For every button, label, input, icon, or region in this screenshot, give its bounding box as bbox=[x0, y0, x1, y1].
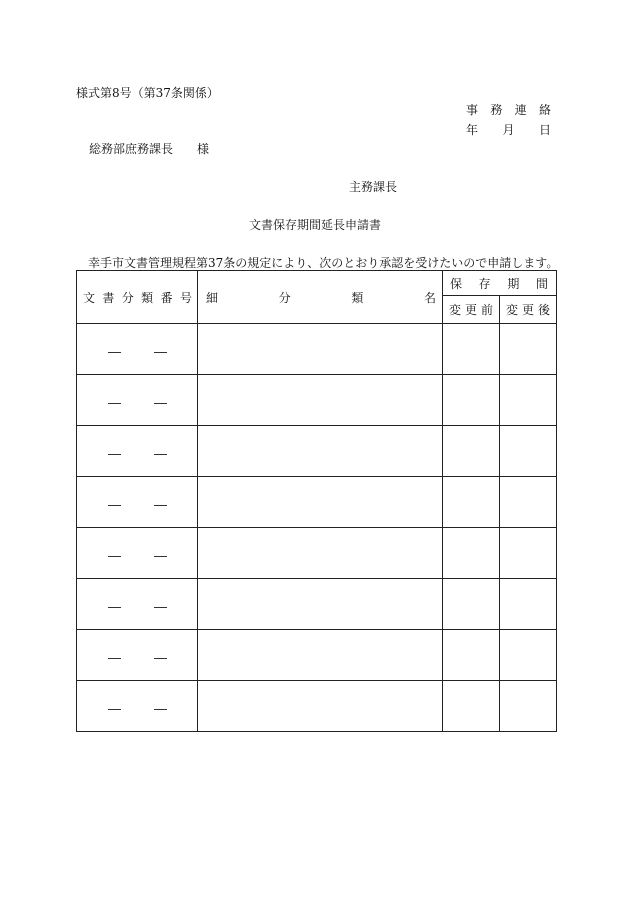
date-month: 月 bbox=[502, 123, 515, 137]
detail-class-cell[interactable] bbox=[198, 477, 443, 528]
dash-mark bbox=[154, 607, 167, 608]
detail-class-cell[interactable] bbox=[198, 426, 443, 477]
office-notice-label bbox=[466, 103, 551, 123]
header-char: 保 bbox=[450, 276, 463, 291]
table-row bbox=[77, 681, 557, 732]
date-year: 年 bbox=[466, 123, 479, 137]
detail-class-cell[interactable] bbox=[198, 324, 443, 375]
dash-mark bbox=[108, 709, 121, 710]
before-change-cell[interactable] bbox=[443, 477, 500, 528]
header-char: 類 bbox=[141, 290, 154, 305]
dash-mark bbox=[108, 658, 121, 659]
doc-number-cell[interactable] bbox=[77, 579, 198, 630]
table-row bbox=[77, 375, 557, 426]
header-char: 号 bbox=[179, 290, 192, 305]
number-separator-pair bbox=[108, 556, 167, 557]
header-char: 存 bbox=[478, 276, 491, 291]
header-char: 書 bbox=[102, 290, 115, 305]
before-change-cell[interactable] bbox=[443, 630, 500, 681]
after-change-cell[interactable] bbox=[500, 375, 557, 426]
header-char: 分 bbox=[121, 290, 134, 305]
label-char: 連 bbox=[514, 103, 527, 117]
before-change-cell[interactable] bbox=[443, 681, 500, 732]
doc-number-cell[interactable] bbox=[77, 375, 198, 426]
sender: 主務課長 bbox=[349, 180, 398, 194]
addressee-honorific: 様 bbox=[197, 142, 210, 156]
before-change-header bbox=[443, 296, 500, 324]
header-char: 細 bbox=[206, 290, 219, 305]
dash-mark bbox=[108, 505, 121, 506]
number-separator-pair bbox=[108, 454, 167, 455]
retention-period-header bbox=[443, 271, 557, 296]
header-char: 更 bbox=[464, 303, 477, 317]
label-char: 務 bbox=[490, 103, 503, 117]
table-row bbox=[77, 324, 557, 375]
dash-mark bbox=[154, 658, 167, 659]
dash-mark bbox=[108, 454, 121, 455]
label-char: 事 bbox=[466, 103, 479, 117]
header-char: 更 bbox=[521, 303, 534, 317]
before-change-cell[interactable] bbox=[443, 579, 500, 630]
doc-number-header bbox=[77, 271, 198, 324]
addressee-name: 総務部庶務課長 bbox=[89, 142, 174, 156]
form-number: 様式第8号（第37条関係） bbox=[76, 86, 219, 100]
table-row bbox=[77, 579, 557, 630]
dash-mark bbox=[154, 709, 167, 710]
header-char: 変 bbox=[506, 303, 519, 317]
before-change-cell[interactable] bbox=[443, 528, 500, 579]
header-char: 名 bbox=[423, 290, 436, 305]
dash-mark bbox=[108, 403, 121, 404]
header-right bbox=[466, 103, 551, 143]
after-change-cell[interactable] bbox=[500, 324, 557, 375]
header-char: 番 bbox=[160, 290, 173, 305]
header-char: 変 bbox=[449, 303, 462, 317]
number-separator-pair bbox=[108, 505, 167, 506]
dash-mark bbox=[108, 352, 121, 353]
detail-class-cell[interactable] bbox=[198, 630, 443, 681]
date-line bbox=[466, 123, 551, 143]
detail-class-cell[interactable] bbox=[198, 681, 443, 732]
number-separator-pair bbox=[108, 658, 167, 659]
dash-mark bbox=[154, 454, 167, 455]
table-row bbox=[77, 630, 557, 681]
after-change-header bbox=[500, 296, 557, 324]
after-change-cell[interactable] bbox=[500, 528, 557, 579]
dash-mark bbox=[154, 505, 167, 506]
document-title: 文書保存期間延長申請書 bbox=[249, 218, 382, 232]
header-row-top bbox=[77, 271, 557, 296]
header-char: 類 bbox=[351, 290, 364, 305]
header-char: 間 bbox=[535, 276, 548, 291]
detail-class-header bbox=[198, 271, 443, 324]
dash-mark bbox=[108, 556, 121, 557]
table-row bbox=[77, 426, 557, 477]
after-change-cell[interactable] bbox=[500, 579, 557, 630]
dash-mark bbox=[154, 403, 167, 404]
number-separator-pair bbox=[108, 709, 167, 710]
number-separator-pair bbox=[108, 352, 167, 353]
dash-mark bbox=[154, 352, 167, 353]
doc-number-cell[interactable] bbox=[77, 426, 198, 477]
dash-mark bbox=[108, 607, 121, 608]
after-change-cell[interactable] bbox=[500, 630, 557, 681]
addressee bbox=[89, 142, 209, 156]
header-char: 前 bbox=[480, 303, 493, 317]
after-change-cell[interactable] bbox=[500, 681, 557, 732]
doc-number-cell[interactable] bbox=[77, 477, 198, 528]
detail-class-cell[interactable] bbox=[198, 579, 443, 630]
label-char: 絡 bbox=[538, 103, 551, 117]
header-char: 後 bbox=[537, 303, 550, 317]
date-day: 日 bbox=[538, 123, 551, 137]
table-row bbox=[77, 528, 557, 579]
detail-class-cell[interactable] bbox=[198, 375, 443, 426]
header-char: 分 bbox=[278, 290, 291, 305]
number-separator-pair bbox=[108, 403, 167, 404]
doc-number-cell[interactable] bbox=[77, 630, 198, 681]
application-table bbox=[76, 270, 557, 732]
header-char: 文 bbox=[83, 290, 96, 305]
doc-number-cell[interactable] bbox=[77, 324, 198, 375]
number-separator-pair bbox=[108, 607, 167, 608]
after-change-cell[interactable] bbox=[500, 477, 557, 528]
header-char: 期 bbox=[507, 276, 520, 291]
before-change-cell[interactable] bbox=[443, 324, 500, 375]
intro-text: 幸手市文書管理規程第37条の規定により、次のとおり承認を受けたいので申請します。 bbox=[88, 256, 559, 270]
doc-number-cell[interactable] bbox=[77, 681, 198, 732]
before-change-cell[interactable] bbox=[443, 375, 500, 426]
doc-number-cell[interactable] bbox=[77, 528, 198, 579]
dash-mark bbox=[154, 556, 167, 557]
after-change-cell[interactable] bbox=[500, 426, 557, 477]
detail-class-cell[interactable] bbox=[198, 528, 443, 579]
before-change-cell[interactable] bbox=[443, 426, 500, 477]
table-row bbox=[77, 477, 557, 528]
